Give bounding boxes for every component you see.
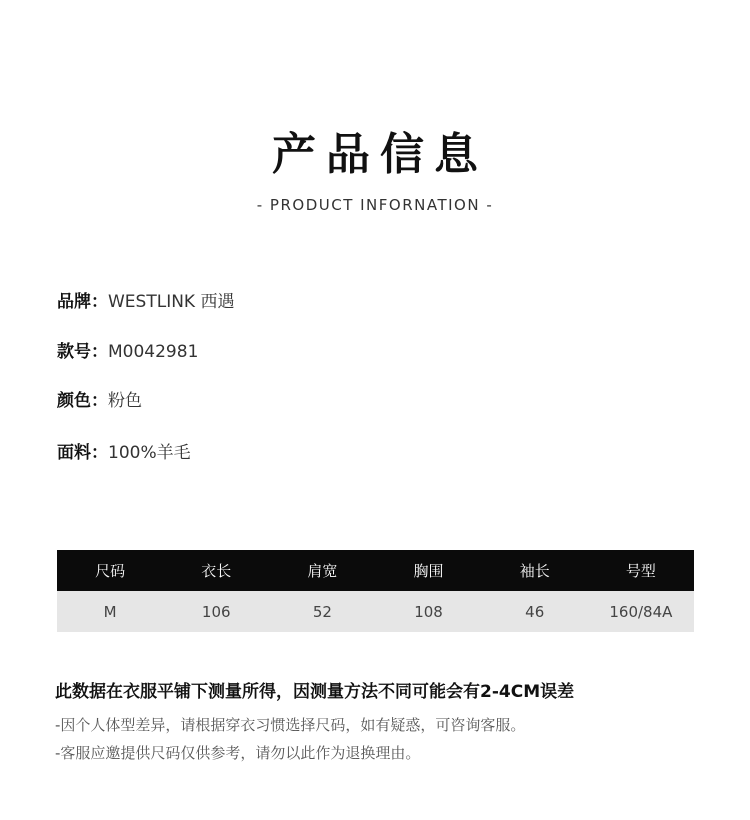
info-row-color — [57, 389, 142, 413]
brand-label: 品牌： — [57, 292, 108, 312]
measurement-note-line-2: -客服应邀提供尺码仅供参考，请勿以此作为退换理由。 — [55, 744, 421, 762]
header-sleeve: 袖长 — [482, 550, 588, 591]
header-size: 尺码 — [57, 550, 163, 591]
measurement-note-line-1: -因个人体型差异，请根据穿衣习惯选择尺码，如有疑惑，可咨询客服。 — [55, 716, 526, 734]
size-table — [57, 550, 694, 632]
header-bust: 胸围 — [375, 550, 481, 591]
fabric-label: 面料： — [57, 443, 108, 463]
page-title: 产品信息 — [272, 129, 488, 180]
info-row-brand — [57, 290, 234, 314]
page-subtitle: - PRODUCT INFORNATION - — [256, 196, 494, 214]
cell-length: 106 — [163, 591, 269, 632]
cell-shoulder: 52 — [269, 591, 375, 632]
brand-value: WESTLINK 西遇 — [108, 292, 235, 312]
color-value: 粉色 — [108, 391, 142, 411]
info-row-fabric — [57, 441, 191, 465]
cell-bust: 108 — [375, 591, 481, 632]
cell-fit: 160/84A — [588, 591, 694, 632]
measurement-note-main: 此数据在衣服平铺下测量所得，因测量方法不同可能会有2-4CM误差 — [55, 682, 575, 702]
header-length: 衣长 — [163, 550, 269, 591]
measurement-notes — [55, 680, 575, 762]
style-value: M0042981 — [108, 342, 199, 362]
cell-sleeve: 46 — [482, 591, 588, 632]
table-row — [57, 591, 694, 632]
header-fit: 号型 — [588, 550, 694, 591]
cell-size: M — [57, 591, 163, 632]
header-shoulder: 肩宽 — [269, 550, 375, 591]
info-row-style — [57, 340, 198, 364]
fabric-value: 100%羊毛 — [108, 443, 191, 463]
style-label: 款号： — [57, 342, 108, 362]
size-table-header-row — [57, 550, 694, 591]
color-label: 颜色： — [57, 391, 108, 411]
